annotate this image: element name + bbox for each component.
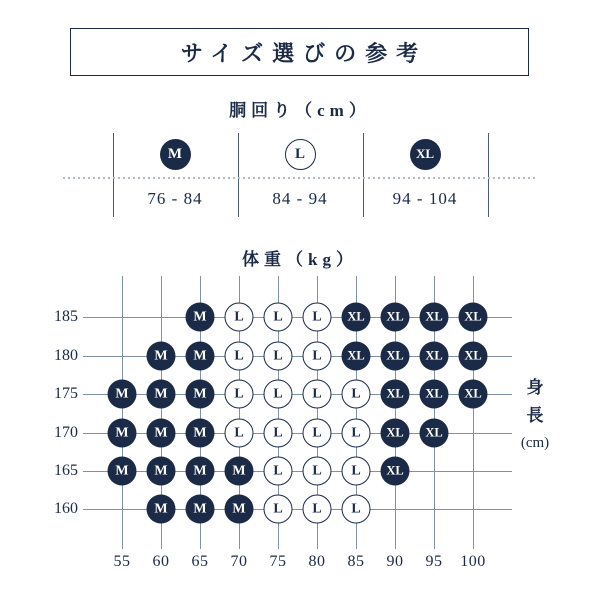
row-label-170: 170 — [54, 424, 78, 441]
col-label-70: 70 — [230, 553, 248, 570]
col-label-80: 80 — [308, 553, 326, 570]
size-cell-175-100: XL — [459, 380, 488, 409]
size-cell-165-55: M — [108, 457, 137, 486]
size-cell-170-95: XL — [420, 419, 449, 448]
size-cell-160-75: L — [264, 495, 293, 524]
waist-section-heading: 胴回り（cm） — [229, 101, 371, 120]
size-cell-180-65: M — [186, 342, 215, 371]
size-cell-175-85: L — [342, 380, 371, 409]
size-cell-180-85: XL — [342, 342, 371, 371]
size-cell-170-85: L — [342, 419, 371, 448]
size-cell-160-70: M — [225, 495, 254, 524]
size-cell-170-80: L — [303, 419, 332, 448]
weight-axis-heading: 体重（kg） — [242, 250, 358, 269]
size-range-m: 76 - 84 — [147, 189, 203, 208]
waist-column-separator-3 — [363, 133, 364, 217]
size-badge-l: L — [285, 139, 316, 170]
size-range-l: 84 - 94 — [272, 189, 328, 208]
size-cell-170-65: M — [186, 419, 215, 448]
size-cell-175-70: L — [225, 380, 254, 409]
height-axis-char-2: 長 — [526, 406, 544, 425]
size-cell-170-90: XL — [381, 419, 410, 448]
size-cell-180-60: M — [147, 342, 176, 371]
size-badge-xl: XL — [410, 139, 441, 170]
size-cell-185-90: XL — [381, 303, 410, 332]
height-axis-unit: (cm) — [520, 435, 550, 451]
size-cell-165-80: L — [303, 457, 332, 486]
size-cell-185-95: XL — [420, 303, 449, 332]
col-label-95: 95 — [425, 553, 443, 570]
row-label-165: 165 — [54, 462, 78, 479]
size-cell-170-70: L — [225, 419, 254, 448]
row-label-180: 180 — [54, 347, 78, 364]
size-cell-170-55: M — [108, 419, 137, 448]
size-cell-185-65: M — [186, 303, 215, 332]
waist-column-separator-4 — [488, 133, 489, 217]
size-cell-185-85: XL — [342, 303, 371, 332]
size-cell-160-85: L — [342, 495, 371, 524]
size-cell-175-65: M — [186, 380, 215, 409]
size-badge-m: M — [160, 139, 191, 170]
size-cell-160-80: L — [303, 495, 332, 524]
size-cell-175-80: L — [303, 380, 332, 409]
size-cell-165-75: L — [264, 457, 293, 486]
size-cell-175-90: XL — [381, 380, 410, 409]
page-title: サイズ選びの参考 — [180, 40, 428, 66]
size-cell-175-60: M — [147, 380, 176, 409]
size-cell-160-60: M — [147, 495, 176, 524]
waist-column-separator-2 — [238, 133, 239, 217]
row-label-175: 175 — [54, 385, 78, 402]
col-label-60: 60 — [152, 553, 170, 570]
size-cell-165-85: L — [342, 457, 371, 486]
waist-column-separator-1 — [113, 133, 114, 217]
size-range-xl: 94 - 104 — [392, 189, 458, 208]
size-cell-165-70: M — [225, 457, 254, 486]
col-label-55: 55 — [113, 553, 131, 570]
size-cell-170-60: M — [147, 419, 176, 448]
size-cell-180-75: L — [264, 342, 293, 371]
col-label-90: 90 — [386, 553, 404, 570]
row-label-160: 160 — [54, 500, 78, 517]
size-cell-175-55: M — [108, 380, 137, 409]
size-cell-160-65: M — [186, 495, 215, 524]
row-label-185: 185 — [54, 308, 78, 325]
col-label-75: 75 — [269, 553, 287, 570]
col-label-100: 100 — [460, 553, 486, 570]
col-label-85: 85 — [347, 553, 365, 570]
size-cell-185-100: XL — [459, 303, 488, 332]
size-cell-165-65: M — [186, 457, 215, 486]
size-cell-165-90: XL — [381, 457, 410, 486]
size-cell-180-80: L — [303, 342, 332, 371]
size-cell-175-95: XL — [420, 380, 449, 409]
dotted-divider — [63, 177, 537, 179]
size-cell-185-80: L — [303, 303, 332, 332]
size-cell-180-90: XL — [381, 342, 410, 371]
size-cell-180-95: XL — [420, 342, 449, 371]
size-cell-185-75: L — [264, 303, 293, 332]
size-cell-180-100: XL — [459, 342, 488, 371]
col-label-65: 65 — [191, 553, 209, 570]
size-cell-175-75: L — [264, 380, 293, 409]
height-axis-char-1: 身 — [526, 378, 544, 397]
size-cell-165-60: M — [147, 457, 176, 486]
size-cell-185-70: L — [225, 303, 254, 332]
height-axis-label — [510, 374, 560, 457]
size-cell-180-70: L — [225, 342, 254, 371]
size-cell-170-75: L — [264, 419, 293, 448]
title-box — [70, 28, 529, 76]
